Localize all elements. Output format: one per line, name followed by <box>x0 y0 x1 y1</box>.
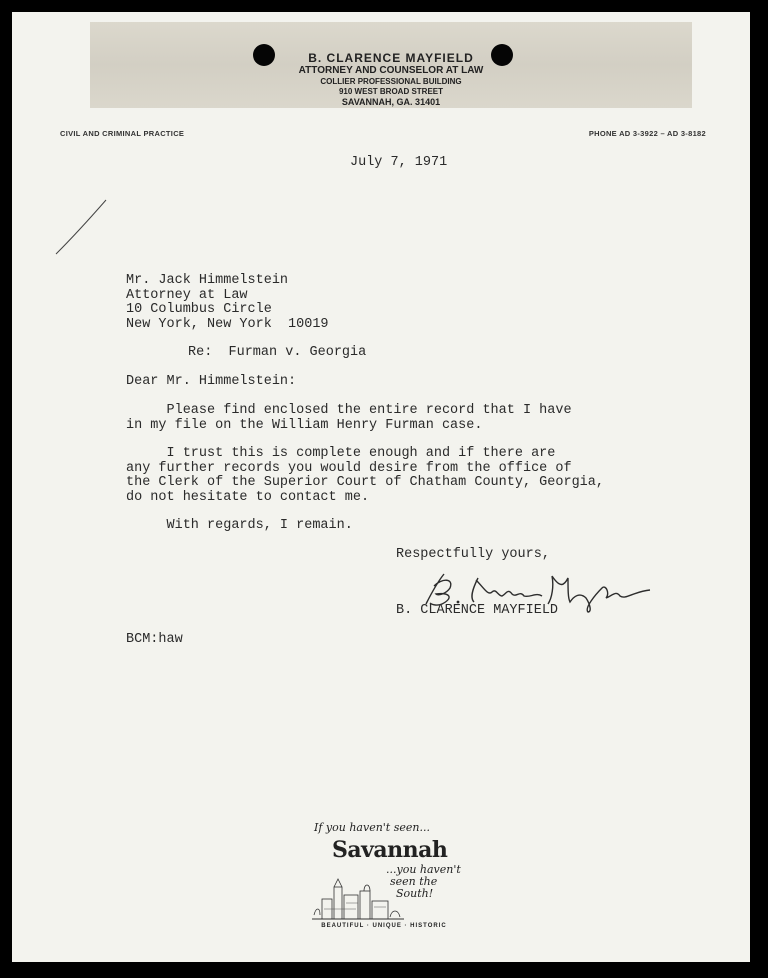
letterhead-title: ATTORNEY AND COUNSELOR AT LAW <box>298 65 484 76</box>
recipient-city: New York, New York 10019 <box>126 316 329 332</box>
letterhead <box>90 22 692 108</box>
letterhead-practice: CIVIL AND CRIMINAL PRACTICE <box>60 129 185 138</box>
valediction: Respectfully yours, <box>396 547 550 562</box>
savannah-seal <box>304 817 464 937</box>
seal-line-1: If you haven't seen... <box>314 821 430 834</box>
re-line: Re: Furman v. Georgia <box>188 345 367 360</box>
letter-date: July 7, 1971 <box>350 155 448 170</box>
paragraph-2-line-2: any further records you would desire from the office of <box>126 460 572 476</box>
city-skyline-illustration <box>304 871 414 921</box>
letterhead-name: B. CLARENCE MAYFIELD <box>308 51 474 65</box>
pen-stroke-mark <box>52 198 112 258</box>
paragraph-2-line-3: the Clerk of the Superior Court of Chatham County, Georgia, <box>126 475 604 490</box>
recipient-title: Attorney at Law <box>126 287 248 303</box>
salutation: Dear Mr. Himmelstein: <box>126 374 297 389</box>
paragraph-1-line-2: in my file on the William Henry Furman case. <box>126 417 483 433</box>
letter-page <box>12 12 750 962</box>
recipient-street: 10 Columbus Circle <box>126 302 272 317</box>
letterhead-phone: PHONE AD 3-3922 – AD 3-8182 <box>588 129 706 138</box>
letterhead-city: SAVANNAH, GA. 31401 <box>341 97 441 107</box>
seal-line-3a: ...you haven't <box>386 863 461 876</box>
typist-initials: BCM:haw <box>126 632 183 647</box>
seal-tagline: BEAUTIFUL · UNIQUE · HISTORIC <box>321 923 447 929</box>
recipient-name: Mr. Jack Himmelstein <box>126 273 289 288</box>
paragraph-2-line-1: I trust this is complete enough and if there are <box>126 446 556 461</box>
letterhead-street: 910 WEST BROAD STREET <box>338 87 443 96</box>
paragraph-2-line-4: do not hesitate to contact me. <box>126 489 370 505</box>
seal-line-3b: seen the <box>390 875 438 888</box>
closing-line: With regards, I remain. <box>126 518 353 533</box>
letterhead-building: COLLIER PROFESSIONAL BUILDING <box>320 77 462 86</box>
signer-name: B. CLARENCE MAYFIELD <box>396 603 559 618</box>
seal-line-2: Savannah <box>332 837 448 863</box>
seal-line-3c: South! <box>396 887 434 900</box>
paragraph-1-line-1: Please find enclosed the entire record that I have <box>126 403 572 418</box>
